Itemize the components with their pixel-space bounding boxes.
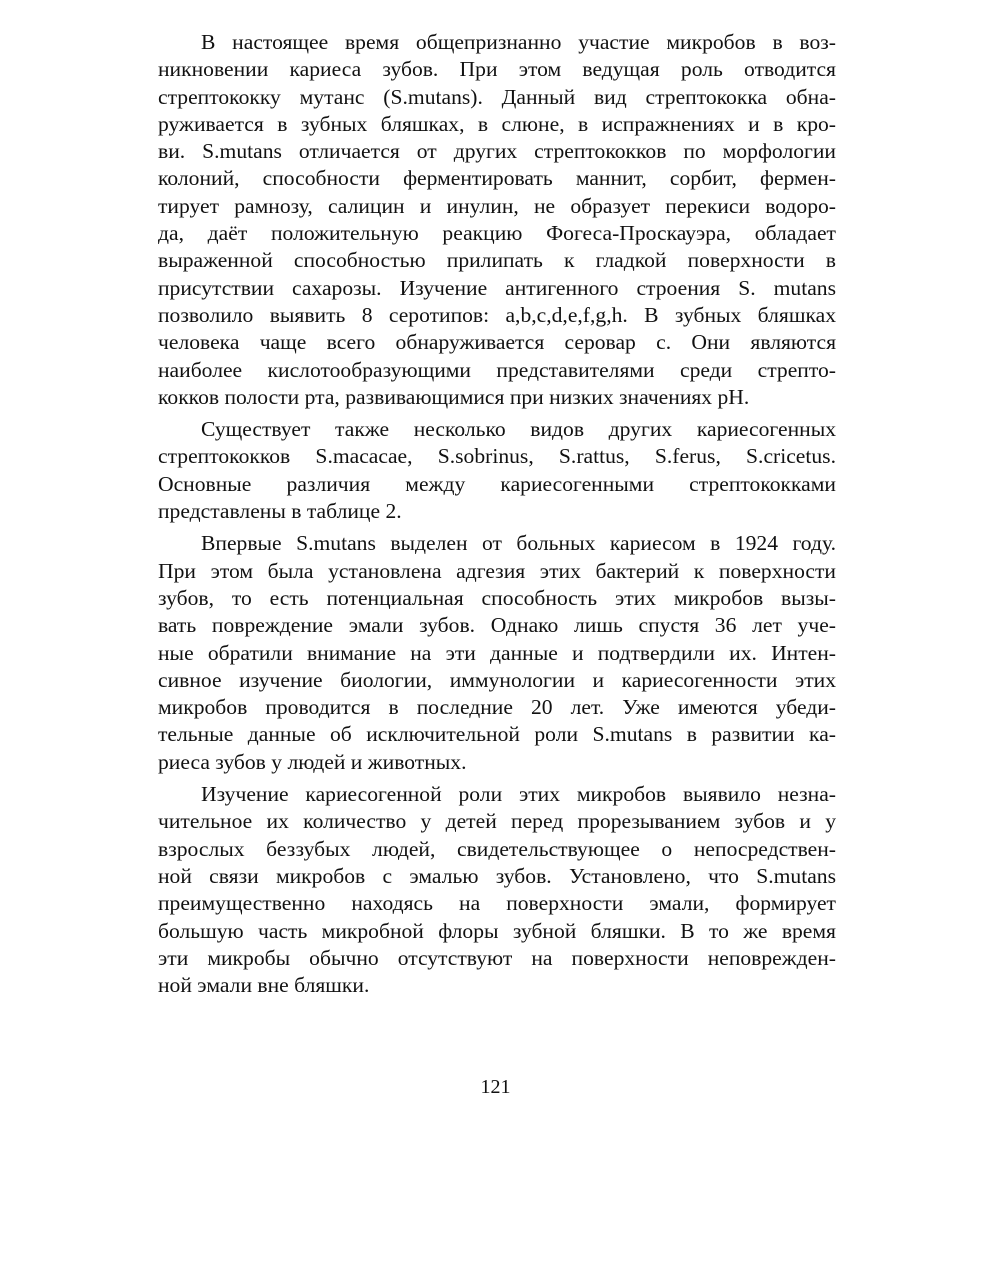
text-line: стрептококку мутанс (S.mutans). Данный вид стрептококка обна-	[158, 84, 836, 109]
text-line: большую часть микробной флоры зубной бляшки. В то же время	[158, 918, 836, 943]
paragraph-3	[158, 530, 836, 776]
text-line: микробов проводится в последние 20 лет. Уже имеются убеди-	[158, 695, 836, 720]
text-line: представлены в таблице 2.	[158, 499, 402, 524]
text-line: риеса зубов у людей и животных.	[158, 749, 467, 774]
text-line: сивное изучение биологии, иммунологии и кариесогенности этих	[158, 667, 836, 692]
text-line: тельные данные об исключительной роли S.mutans в развитии ка-	[158, 722, 836, 747]
text-line: ные обратили внимание на эти данные и подтвердили их. Интен-	[158, 640, 836, 665]
text-line: кокков полости рта, развивающимися при низких значениях pH.	[158, 384, 750, 409]
text-line: Существует также несколько видов других кариесогенных	[201, 417, 836, 442]
text-line: выраженной способностью прилипать к гладкой поверхности в	[158, 248, 836, 273]
text-line: Впервые S.mutans выделен от больных кариесом в 1924 году.	[201, 531, 836, 556]
text-line: ной эмали вне бляшки.	[158, 973, 370, 998]
text-line: вать повреждение эмали зубов. Однако лишь спустя 36 лет уче-	[158, 613, 836, 638]
paragraph-4	[158, 781, 836, 999]
text-line: Основные различия между кариесогенными стрептококками	[158, 471, 836, 496]
paragraph-2	[158, 416, 836, 525]
text-line: эти микробы обычно отсутствуют на поверхности неповрежден-	[158, 945, 836, 970]
text-line: ной связи микробов с эмалью зубов. Установлено, что S.mutans	[158, 863, 836, 888]
text-line: чительное их количество у детей перед прорезыванием зубов и у	[158, 809, 836, 834]
text-line: да, даёт положительную реакцию Фогеса-Проскауэра, обладает	[158, 221, 836, 246]
text-line: взрослых беззубых людей, свидетельствующее о непосредствен-	[158, 836, 836, 861]
text-line: При этом была установлена адгезия этих бактерий к поверхности	[158, 558, 836, 583]
text-line: В настоящее время общепризнанно участие микробов в воз-	[201, 30, 836, 54]
text-line: человека чаще всего обнаруживается серовар c. Они являются	[158, 330, 836, 355]
text-line: присутствии сахарозы. Изучение антигенного строения S. mutans	[158, 275, 836, 300]
text-line: преимущественно находясь на поверхности эмали, формирует	[158, 891, 836, 916]
paragraph-1	[158, 29, 836, 411]
text-line: позволило выявить 8 серотипов: a,b,c,d,e,f,g,h. В зубных бляшках	[158, 302, 836, 327]
text-line: колоний, способности ферментировать маннит, сорбит, фермен-	[158, 166, 836, 191]
page-number: 121	[480, 1076, 511, 1098]
text-line: никновении кариеса зубов. При этом ведущая роль отводится	[158, 57, 836, 82]
text-line: ви. S.mutans отличается от других стрептококков по морфологии	[158, 139, 836, 164]
text-line: руживается в зубных бляшках, в слюне, в испражнениях и в кро-	[158, 111, 836, 136]
text-line: наиболее кислотообразующими представителями среди стрепто-	[158, 357, 836, 382]
text-line: зубов, то есть потенциальная способность этих микробов вызы-	[158, 585, 836, 610]
text-line: тирует рамнозу, салицин и инулин, не образует перекиси водоро-	[158, 193, 836, 218]
text-line: Изучение кариесогенной роли этих микробов выявило незна-	[201, 782, 836, 807]
text-line: стрептококков S.macacae, S.sobrinus, S.rattus, S.ferus, S.cricetus.	[158, 444, 836, 469]
body-text	[158, 29, 836, 1004]
